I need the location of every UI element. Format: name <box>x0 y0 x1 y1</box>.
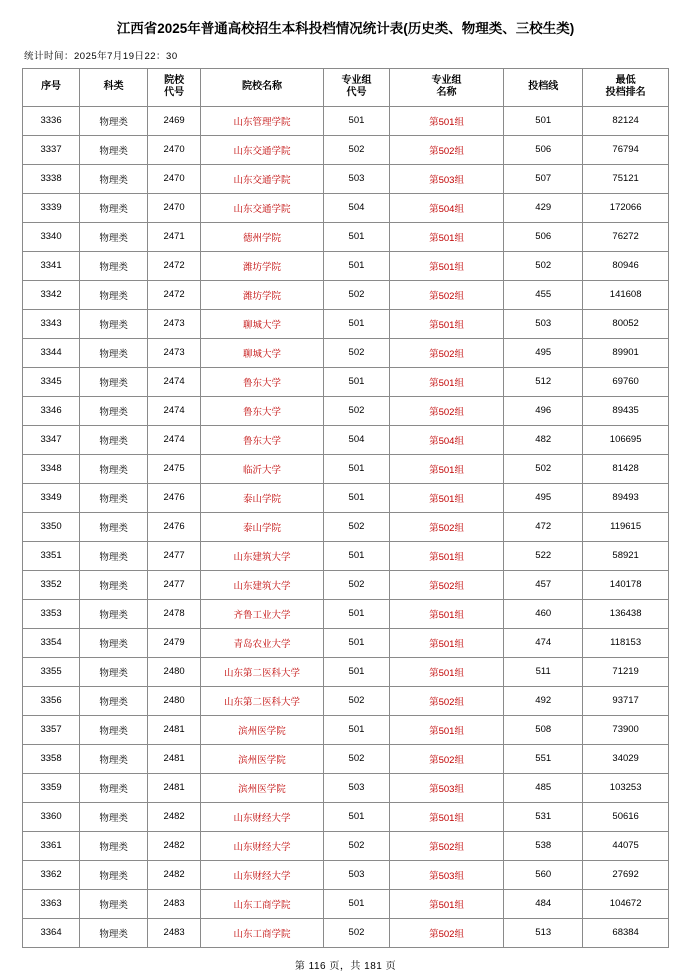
cell-rank: 89493 <box>583 483 669 512</box>
cell-school-code: 2477 <box>148 541 201 570</box>
cell-school-name: 山东交通学院 <box>200 164 323 193</box>
column-header-rank: 最低 投档排名 <box>583 68 669 106</box>
cell-group-name: 第502组 <box>389 280 503 309</box>
cell-group-code: 501 <box>324 367 390 396</box>
cell-category: 物理类 <box>80 135 148 164</box>
cell-category: 物理类 <box>80 831 148 860</box>
cell-school-code: 2471 <box>148 222 201 251</box>
cell-group-name: 第502组 <box>389 135 503 164</box>
cell-group-code: 501 <box>324 251 390 280</box>
cell-school-name: 山东建筑大学 <box>200 570 323 599</box>
page-title: 江西省2025年普通高校招生本科投档情况统计表(历史类、物理类、三校生类) <box>116 21 575 36</box>
cell-group-code: 501 <box>324 628 390 657</box>
cell-school-name: 潍坊学院 <box>200 251 323 280</box>
cell-group-code: 502 <box>324 686 390 715</box>
cell-seq: 3360 <box>23 802 80 831</box>
cell-group-name: 第501组 <box>389 889 503 918</box>
cell-category: 物理类 <box>80 222 148 251</box>
cell-school-code: 2474 <box>148 367 201 396</box>
table-row <box>23 541 669 570</box>
cell-school-code: 2482 <box>148 860 201 889</box>
cell-group-code: 502 <box>324 512 390 541</box>
cell-school-name: 山东财经大学 <box>200 802 323 831</box>
cell-rank: 69760 <box>583 367 669 396</box>
table-row <box>23 280 669 309</box>
cell-rank: 58921 <box>583 541 669 570</box>
cell-rank: 118153 <box>583 628 669 657</box>
table-row <box>23 860 669 889</box>
cell-school-code: 2480 <box>148 657 201 686</box>
cell-school-name: 德州学院 <box>200 222 323 251</box>
cell-school-name: 山东第二医科大学 <box>200 686 323 715</box>
cell-group-code: 501 <box>324 657 390 686</box>
cell-rank: 172066 <box>583 193 669 222</box>
column-header-group-code: 专业组 代号 <box>324 68 390 106</box>
cell-category: 物理类 <box>80 628 148 657</box>
cell-seq: 3354 <box>23 628 80 657</box>
cell-group-code: 501 <box>324 541 390 570</box>
cell-group-name: 第501组 <box>389 628 503 657</box>
cell-rank: 82124 <box>583 106 669 135</box>
cell-seq: 3349 <box>23 483 80 512</box>
table-row <box>23 570 669 599</box>
cell-category: 物理类 <box>80 802 148 831</box>
cell-school-code: 2470 <box>148 164 201 193</box>
cell-score: 502 <box>504 454 583 483</box>
cell-school-code: 2472 <box>148 280 201 309</box>
cell-score: 508 <box>504 715 583 744</box>
table-row <box>23 338 669 367</box>
cell-school-code: 2480 <box>148 686 201 715</box>
cell-group-name: 第502组 <box>389 570 503 599</box>
cell-group-name: 第501组 <box>389 657 503 686</box>
table-row <box>23 454 669 483</box>
cell-category: 物理类 <box>80 164 148 193</box>
cell-group-name: 第504组 <box>389 425 503 454</box>
cell-group-code: 503 <box>324 773 390 802</box>
cell-score: 501 <box>504 106 583 135</box>
cell-group-name: 第501组 <box>389 483 503 512</box>
cell-rank: 119615 <box>583 512 669 541</box>
column-header-category: 科类 <box>80 68 148 106</box>
cell-seq: 3344 <box>23 338 80 367</box>
cell-group-code: 503 <box>324 860 390 889</box>
cell-school-name: 山东管理学院 <box>200 106 323 135</box>
cell-rank: 71219 <box>583 657 669 686</box>
cell-school-code: 2481 <box>148 773 201 802</box>
cell-school-code: 2481 <box>148 744 201 773</box>
cell-school-code: 2476 <box>148 483 201 512</box>
table-row <box>23 425 669 454</box>
cell-group-code: 504 <box>324 425 390 454</box>
cell-seq: 3343 <box>23 309 80 338</box>
cell-school-code: 2482 <box>148 831 201 860</box>
cell-seq: 3345 <box>23 367 80 396</box>
cell-school-name: 山东财经大学 <box>200 860 323 889</box>
table-row <box>23 715 669 744</box>
column-header-school-name: 院校名称 <box>200 68 323 106</box>
cell-seq: 3346 <box>23 396 80 425</box>
cell-school-name: 滨州医学院 <box>200 773 323 802</box>
cell-school-name: 聊城大学 <box>200 338 323 367</box>
cell-school-code: 2482 <box>148 802 201 831</box>
cell-category: 物理类 <box>80 889 148 918</box>
table-body <box>23 106 669 947</box>
cell-group-code: 501 <box>324 454 390 483</box>
table-row <box>23 744 669 773</box>
cell-score: 485 <box>504 773 583 802</box>
cell-group-name: 第501组 <box>389 802 503 831</box>
cell-rank: 80052 <box>583 309 669 338</box>
cell-category: 物理类 <box>80 367 148 396</box>
cell-rank: 93717 <box>583 686 669 715</box>
cell-score: 506 <box>504 135 583 164</box>
cell-seq: 3362 <box>23 860 80 889</box>
cell-school-code: 2483 <box>148 918 201 947</box>
cell-category: 物理类 <box>80 541 148 570</box>
cell-score: 495 <box>504 338 583 367</box>
cell-group-code: 501 <box>324 483 390 512</box>
cell-school-name: 鲁东大学 <box>200 425 323 454</box>
cell-score: 496 <box>504 396 583 425</box>
cell-score: 474 <box>504 628 583 657</box>
table-row <box>23 396 669 425</box>
cell-seq: 3361 <box>23 831 80 860</box>
cell-group-name: 第501组 <box>389 454 503 483</box>
cell-school-name: 山东财经大学 <box>200 831 323 860</box>
cell-group-code: 502 <box>324 570 390 599</box>
cell-category: 物理类 <box>80 483 148 512</box>
cell-school-name: 滨州医学院 <box>200 744 323 773</box>
cell-school-code: 2473 <box>148 338 201 367</box>
table-row <box>23 135 669 164</box>
table-row <box>23 193 669 222</box>
cell-rank: 73900 <box>583 715 669 744</box>
cell-rank: 89435 <box>583 396 669 425</box>
cell-group-code: 502 <box>324 744 390 773</box>
cell-seq: 3359 <box>23 773 80 802</box>
cell-school-code: 2481 <box>148 715 201 744</box>
cell-group-code: 503 <box>324 164 390 193</box>
cell-rank: 104672 <box>583 889 669 918</box>
cell-group-name: 第502组 <box>389 744 503 773</box>
cell-category: 物理类 <box>80 860 148 889</box>
cell-school-name: 山东工商学院 <box>200 889 323 918</box>
cell-group-name: 第501组 <box>389 222 503 251</box>
cell-seq: 3339 <box>23 193 80 222</box>
cell-rank: 44075 <box>583 831 669 860</box>
cell-school-name: 山东工商学院 <box>200 918 323 947</box>
cell-category: 物理类 <box>80 715 148 744</box>
table-row <box>23 309 669 338</box>
cell-school-name: 山东交通学院 <box>200 193 323 222</box>
cell-rank: 103253 <box>583 773 669 802</box>
cell-category: 物理类 <box>80 454 148 483</box>
cell-score: 460 <box>504 599 583 628</box>
cell-group-code: 502 <box>324 338 390 367</box>
cell-group-name: 第502组 <box>389 396 503 425</box>
cell-group-name: 第501组 <box>389 599 503 628</box>
cell-category: 物理类 <box>80 106 148 135</box>
table-row <box>23 251 669 280</box>
cell-group-code: 502 <box>324 280 390 309</box>
cell-category: 物理类 <box>80 657 148 686</box>
table-row <box>23 686 669 715</box>
cell-score: 560 <box>504 860 583 889</box>
cell-group-code: 501 <box>324 715 390 744</box>
cell-school-code: 2470 <box>148 135 201 164</box>
cell-group-code: 501 <box>324 309 390 338</box>
cell-rank: 76794 <box>583 135 669 164</box>
cell-group-name: 第502组 <box>389 338 503 367</box>
cell-school-name: 滨州医学院 <box>200 715 323 744</box>
cell-rank: 136438 <box>583 599 669 628</box>
cell-seq: 3338 <box>23 164 80 193</box>
cell-rank: 75121 <box>583 164 669 193</box>
cell-seq: 3348 <box>23 454 80 483</box>
column-header-seq: 序号 <box>23 68 80 106</box>
cell-group-name: 第501组 <box>389 106 503 135</box>
cell-seq: 3341 <box>23 251 80 280</box>
cell-rank: 68384 <box>583 918 669 947</box>
cell-category: 物理类 <box>80 773 148 802</box>
cell-seq: 3340 <box>23 222 80 251</box>
cell-score: 551 <box>504 744 583 773</box>
cell-school-code: 2474 <box>148 396 201 425</box>
table-row <box>23 222 669 251</box>
table-row <box>23 483 669 512</box>
cell-school-code: 2478 <box>148 599 201 628</box>
cell-seq: 3355 <box>23 657 80 686</box>
table-row <box>23 831 669 860</box>
cell-school-name: 齐鲁工业大学 <box>200 599 323 628</box>
cell-seq: 3358 <box>23 744 80 773</box>
cell-rank: 140178 <box>583 570 669 599</box>
cell-rank: 141608 <box>583 280 669 309</box>
cell-category: 物理类 <box>80 599 148 628</box>
cell-category: 物理类 <box>80 396 148 425</box>
cell-group-name: 第501组 <box>389 309 503 338</box>
cell-group-name: 第501组 <box>389 715 503 744</box>
cell-group-code: 502 <box>324 831 390 860</box>
cell-score: 511 <box>504 657 583 686</box>
cell-school-name: 山东第二医科大学 <box>200 657 323 686</box>
cell-score: 522 <box>504 541 583 570</box>
cell-seq: 3352 <box>23 570 80 599</box>
table-row <box>23 106 669 135</box>
cell-seq: 3356 <box>23 686 80 715</box>
cell-score: 484 <box>504 889 583 918</box>
cell-school-code: 2477 <box>148 570 201 599</box>
cell-seq: 3364 <box>23 918 80 947</box>
cell-school-name: 潍坊学院 <box>200 280 323 309</box>
cell-category: 物理类 <box>80 744 148 773</box>
cell-rank: 76272 <box>583 222 669 251</box>
cell-rank: 81428 <box>583 454 669 483</box>
cell-school-code: 2474 <box>148 425 201 454</box>
cell-score: 506 <box>504 222 583 251</box>
cell-category: 物理类 <box>80 686 148 715</box>
cell-rank: 27692 <box>583 860 669 889</box>
cell-score: 492 <box>504 686 583 715</box>
cell-group-code: 504 <box>324 193 390 222</box>
cell-seq: 3337 <box>23 135 80 164</box>
cell-group-name: 第502组 <box>389 512 503 541</box>
cell-score: 513 <box>504 918 583 947</box>
table-row <box>23 367 669 396</box>
cell-group-name: 第501组 <box>389 541 503 570</box>
cell-seq: 3353 <box>23 599 80 628</box>
cell-score: 495 <box>504 483 583 512</box>
table-row <box>23 628 669 657</box>
cell-school-name: 鲁东大学 <box>200 367 323 396</box>
cell-seq: 3342 <box>23 280 80 309</box>
cell-category: 物理类 <box>80 512 148 541</box>
cell-seq: 3351 <box>23 541 80 570</box>
cell-seq: 3336 <box>23 106 80 135</box>
cell-score: 502 <box>504 251 583 280</box>
table-row <box>23 599 669 628</box>
cell-category: 物理类 <box>80 570 148 599</box>
cell-school-code: 2470 <box>148 193 201 222</box>
cell-category: 物理类 <box>80 425 148 454</box>
table-row <box>23 512 669 541</box>
cell-group-code: 501 <box>324 802 390 831</box>
cell-score: 482 <box>504 425 583 454</box>
cell-school-code: 2483 <box>148 889 201 918</box>
column-header-score: 投档线 <box>504 68 583 106</box>
cell-school-name: 泰山学院 <box>200 483 323 512</box>
cell-group-name: 第503组 <box>389 773 503 802</box>
cell-school-name: 临沂大学 <box>200 454 323 483</box>
cell-rank: 80946 <box>583 251 669 280</box>
cell-score: 507 <box>504 164 583 193</box>
table-row <box>23 889 669 918</box>
cell-school-code: 2475 <box>148 454 201 483</box>
cell-group-code: 501 <box>324 889 390 918</box>
cell-score: 503 <box>504 309 583 338</box>
cell-category: 物理类 <box>80 309 148 338</box>
cell-group-code: 501 <box>324 599 390 628</box>
cell-group-name: 第502组 <box>389 686 503 715</box>
table-row <box>23 802 669 831</box>
table-row <box>23 657 669 686</box>
cell-group-name: 第502组 <box>389 918 503 947</box>
cell-group-code: 502 <box>324 918 390 947</box>
table-row <box>23 773 669 802</box>
cell-category: 物理类 <box>80 193 148 222</box>
cell-group-name: 第501组 <box>389 251 503 280</box>
cell-group-code: 502 <box>324 396 390 425</box>
cell-school-code: 2472 <box>148 251 201 280</box>
cell-score: 512 <box>504 367 583 396</box>
cell-seq: 3350 <box>23 512 80 541</box>
cell-seq: 3357 <box>23 715 80 744</box>
column-header-group-name: 专业组 名称 <box>389 68 503 106</box>
cell-group-name: 第504组 <box>389 193 503 222</box>
column-header-school-code: 院校 代号 <box>148 68 201 106</box>
cell-school-name: 山东建筑大学 <box>200 541 323 570</box>
cell-category: 物理类 <box>80 338 148 367</box>
cell-category: 物理类 <box>80 251 148 280</box>
table-header-row <box>23 68 669 106</box>
cell-school-name: 山东交通学院 <box>200 135 323 164</box>
table-row <box>23 164 669 193</box>
cell-seq: 3363 <box>23 889 80 918</box>
cell-seq: 3347 <box>23 425 80 454</box>
cell-school-code: 2479 <box>148 628 201 657</box>
cell-group-name: 第503组 <box>389 860 503 889</box>
cell-rank: 89901 <box>583 338 669 367</box>
cell-score: 455 <box>504 280 583 309</box>
cell-school-name: 泰山学院 <box>200 512 323 541</box>
cell-score: 538 <box>504 831 583 860</box>
cell-rank: 106695 <box>583 425 669 454</box>
cell-group-name: 第503组 <box>389 164 503 193</box>
admission-table <box>22 68 669 948</box>
cell-school-code: 2469 <box>148 106 201 135</box>
cell-group-name: 第502组 <box>389 831 503 860</box>
cell-group-code: 501 <box>324 222 390 251</box>
cell-category: 物理类 <box>80 280 148 309</box>
cell-rank: 50616 <box>583 802 669 831</box>
table-row <box>23 918 669 947</box>
page-footer: 第 116 页，共 181 页 <box>294 960 397 972</box>
cell-score: 457 <box>504 570 583 599</box>
cell-score: 429 <box>504 193 583 222</box>
cell-school-name: 青岛农业大学 <box>200 628 323 657</box>
cell-score: 472 <box>504 512 583 541</box>
cell-group-name: 第501组 <box>389 367 503 396</box>
cell-school-code: 2476 <box>148 512 201 541</box>
cell-school-code: 2473 <box>148 309 201 338</box>
cell-score: 531 <box>504 802 583 831</box>
cell-group-code: 501 <box>324 106 390 135</box>
cell-school-name: 聊城大学 <box>200 309 323 338</box>
cell-rank: 34029 <box>583 744 669 773</box>
cell-category: 物理类 <box>80 918 148 947</box>
cell-group-code: 502 <box>324 135 390 164</box>
cell-school-name: 鲁东大学 <box>200 396 323 425</box>
statistics-time: 统计时间：2025年7月19日22：30 <box>24 50 178 62</box>
